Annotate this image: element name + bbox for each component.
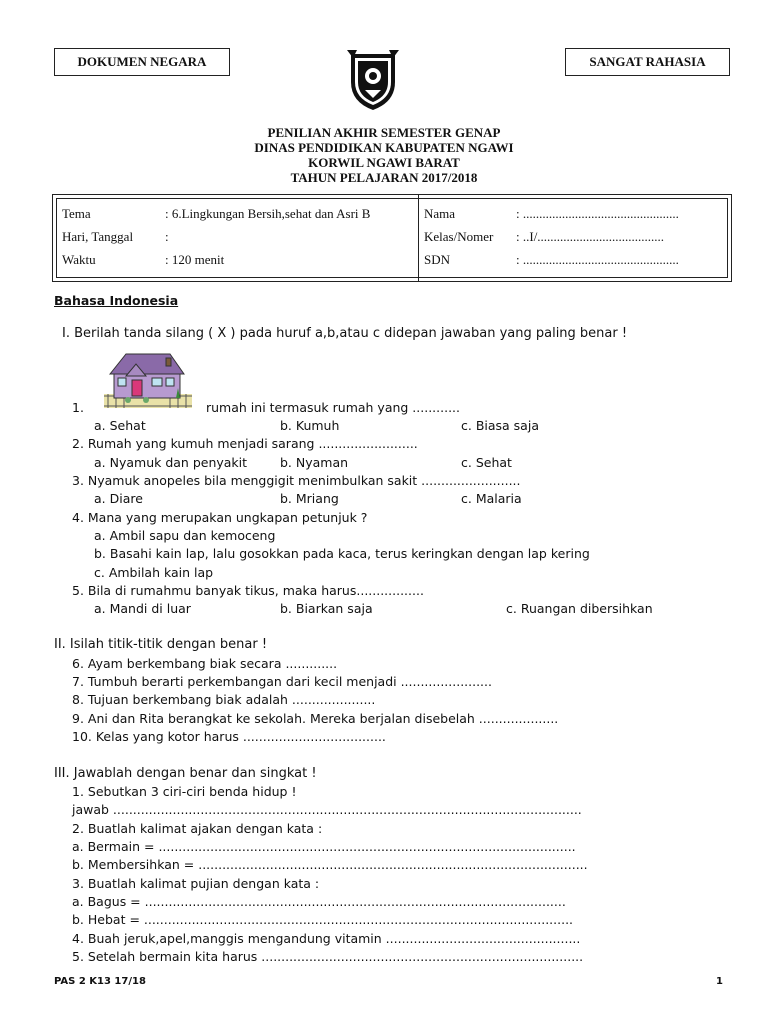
essay-line-8: b. Hebat = ............................................................................................................ [72, 912, 574, 927]
fill-item-6: 6. Ayam berkembang biak secara ............. [72, 656, 338, 671]
q3-text: 3. Nyamuk anopeles bila menggigit menimbulkan sakit ......................... [72, 473, 521, 488]
q4-option-c: c. Ambilah kain lap [94, 565, 214, 580]
q4-option-b: b. Basahi kain lap, lalu gosokkan pada kaca, terus keringkan dengan lap kering [94, 546, 590, 561]
title-line-1: PENILIAN AKHIR SEMESTER GENAP [267, 125, 501, 140]
tema-label: Tema [62, 206, 91, 221]
section-2-heading: II. Isilah titik-titik dengan benar ! [54, 637, 268, 652]
title-line-4: TAHUN PELAJARAN 2017/2018 [290, 170, 478, 185]
q5-option-b: b. Biarkan saja [280, 601, 373, 616]
essay-line-6: 3. Buatlah kalimat pujian dengan kata : [72, 876, 320, 891]
house-image [104, 352, 192, 410]
title-line-3: KORWIL NGAWI BARAT [308, 155, 460, 170]
subject-heading: Bahasa Indonesia [54, 293, 179, 308]
regency-emblem-icon [345, 46, 401, 112]
q5-text: 5. Bila di rumahmu banyak tikus, maka harus................. [72, 583, 424, 598]
q3-option-b: b. Mriang [280, 491, 339, 506]
essay-line-1: 1. Sebutkan 3 ciri-ciri benda hidup ! [72, 784, 297, 799]
waktu-label: Waktu [62, 252, 96, 267]
q1-number: 1. [72, 400, 84, 415]
nama-label: Nama [424, 206, 456, 221]
sangat-rahasia-label: SANGAT RAHASIA [589, 54, 706, 69]
q3-option-a: a. Diare [94, 491, 143, 506]
q4-option-a: a. Ambil sapu dan kemoceng [94, 528, 276, 543]
q1-option-a: a. Sehat [94, 418, 146, 433]
footer-code: PAS 2 K13 17/18 [54, 976, 146, 987]
kelas-nomer-value: : ..I/....................................... [516, 229, 665, 244]
sdn-value: : ................................................ [516, 252, 679, 267]
hari-tanggal-value: : [165, 229, 169, 244]
dokumen-negara-label: DOKUMEN NEGARA [77, 54, 207, 69]
essay-line-5: b. Membersihkan = .................................................................................................. [72, 857, 588, 872]
hari-tanggal-label: Hari, Tanggal [62, 229, 134, 244]
fill-item-8: 8. Tujuan berkembang biak adalah ..................... [72, 692, 376, 707]
dokumen-negara-box [54, 48, 230, 76]
fill-item-10: 10. Kelas yang kotor harus .................................... [72, 729, 386, 744]
fill-item-7: 7. Tumbuh berarti perkembangan dari kecil menjadi ....................... [72, 674, 492, 689]
q5-option-a: a. Mandi di luar [94, 601, 191, 616]
essay-line-7: a. Bagus = .......................................................................................................... [72, 894, 566, 909]
essay-line-10: 5. Setelah bermain kita harus ................................................................................. [72, 949, 584, 964]
q4-text: 4. Mana yang merupakan ungkapan petunjuk ? [72, 510, 368, 525]
q2-option-a: a. Nyamuk dan penyakit [94, 455, 248, 470]
q2-option-c: c. Sehat [461, 455, 512, 470]
tema-value: : 6.Lingkungan Bersih,sehat dan Asri B [165, 206, 371, 221]
section-1-heading: I. Berilah tanda silang ( X ) pada huruf a,b,atau c didepan jawaban yang paling benar ! [62, 326, 628, 341]
sangat-rahasia-box [565, 48, 730, 76]
essay-line-3: 2. Buatlah kalimat ajakan dengan kata : [72, 821, 323, 836]
sdn-label: SDN [424, 252, 451, 267]
essay-line-9: 4. Buah jeruk,apel,manggis mengandung vitamin ................................................. [72, 931, 581, 946]
q1-option-b: b. Kumuh [280, 418, 340, 433]
waktu-value: : 120 menit [165, 252, 225, 267]
essay-line-2: jawab ...................................................................................................................... [72, 802, 582, 817]
q3-option-c: c. Malaria [461, 491, 522, 506]
q2-text: 2. Rumah yang kumuh menjadi sarang ......................... [72, 436, 418, 451]
q1-option-c: c. Biasa saja [461, 418, 539, 433]
fill-item-9: 9. Ani dan Rita berangkat ke sekolah. Mereka berjalan disebelah .................... [72, 711, 559, 726]
info-divider [418, 195, 419, 281]
nama-value: : ................................................ [516, 206, 679, 221]
kelas-nomer-label: Kelas/Nomer [424, 229, 494, 244]
page-number: 1 [716, 976, 723, 987]
title-line-2: DINAS PENDIDIKAN KABUPATEN NGAWI [254, 140, 514, 155]
q1-text: rumah ini termasuk rumah yang ............ [206, 400, 460, 415]
q5-option-c: c. Ruangan dibersihkan [506, 601, 653, 616]
q2-option-b: b. Nyaman [280, 455, 349, 470]
section-3-heading: III. Jawablah dengan benar dan singkat ! [54, 766, 317, 781]
essay-line-4: a. Bermain = ......................................................................................................... [72, 839, 576, 854]
